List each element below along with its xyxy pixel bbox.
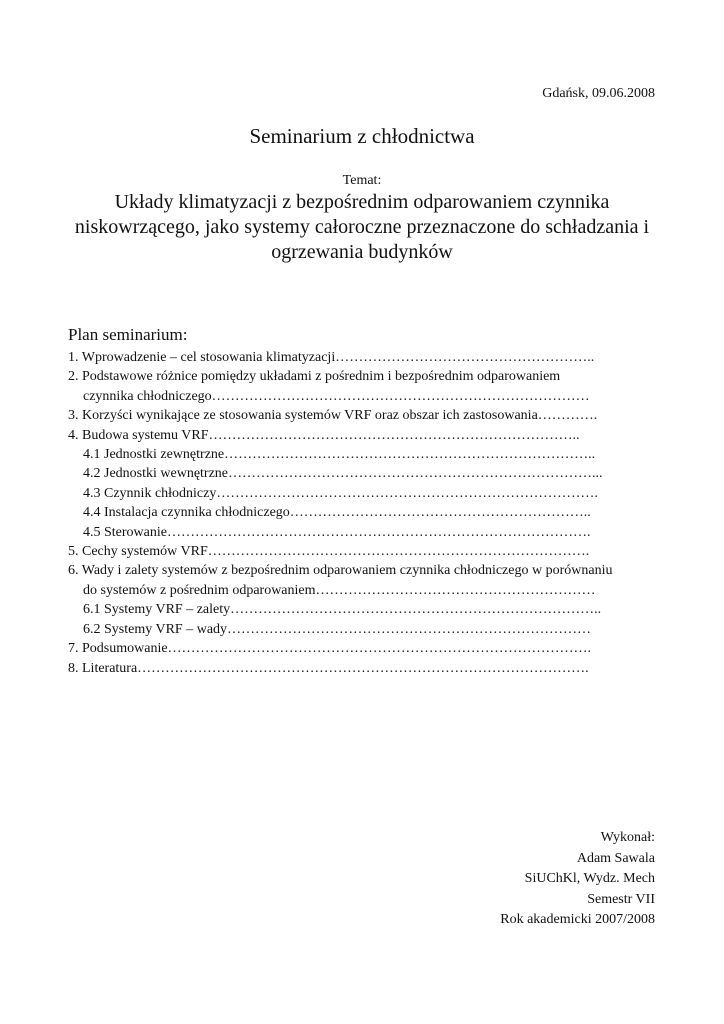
topic-line: ogrzewania budynków [271,241,453,263]
toc-item: 4. Budowa systemu VRF…………………………………………………………………….. [68,427,580,443]
author-semester: Semestr VII [587,891,655,907]
topic-line: niskowrzącego, jako systemy całoroczne przeznaczone do schładzania i [74,216,650,238]
toc-item: 2. Podstawowe różnice pomiędzy układami z pośrednim i bezpośrednim odparowaniem [68,369,561,385]
toc-item: 4.2 Jednostki wewnętrzne……………………………………………………………………... [83,466,603,482]
toc-item: 5. Cechy systemów VRF………………………………………………………………………. [68,544,590,560]
topic-label: Temat: [342,173,382,188]
toc-item: 6.2 Systemy VRF – wady…………………………………………………………………… [83,621,592,637]
topic-line: Układy klimatyzacji z bezpośrednim odparowaniem czynnika [114,191,610,213]
toc-item: 4.3 Czynnik chłodniczy………………………………………………………………………. [83,485,598,501]
topic-text [60,190,664,265]
table-of-contents [68,348,668,678]
toc-item: 6. Wady i zalety systemów z bezpośrednim odparowaniem czynnika chłodniczego w porównaniu [68,563,613,579]
toc-item: 7. Podsumowanie………………………………………………………………………………. [68,641,592,657]
toc-item: do systemów z pośrednim odparowaniem…………………………………………………… [83,582,596,598]
document-title: Seminarium z chłodnictwa [249,124,475,148]
author-group: SiUChKl, Wydz. Mech [524,871,655,886]
author-year: Rok akademicki 2007/2008 [500,912,655,927]
toc-item: czynnika chłodniczego……………………………………………………………………… [83,388,590,404]
toc-item: 4.5 Sterowanie………………………………………………………………………………. [83,524,591,540]
toc-item: 1. Wprowadzenie – cel stosowania klimatyzacji……………………………………………….. [68,350,595,365]
toc-item: 3. Korzyści wynikające ze stosowania systemów VRF oraz obszar ich zastosowania…………. [68,408,598,424]
toc-item: 4.4 Instalacja czynnika chłodniczego……………………………………………………….. [83,505,591,521]
author-label: Wykonał: [600,830,655,845]
author-block [500,828,655,931]
toc-item: 6.1 Systemy VRF – zalety…………………………………………………………………….. [83,602,602,618]
toc-item: 8. Literatura……………………………………………………………………………………. [68,660,589,676]
toc-item: 4.1 Jednostki zewnętrzne…………………………………………………………………….. [83,447,596,463]
document-date: Gdańsk, 09.06.2008 [542,86,655,101]
plan-heading: Plan seminarium: [68,325,188,344]
author-name: Adam Sawala [576,850,655,866]
